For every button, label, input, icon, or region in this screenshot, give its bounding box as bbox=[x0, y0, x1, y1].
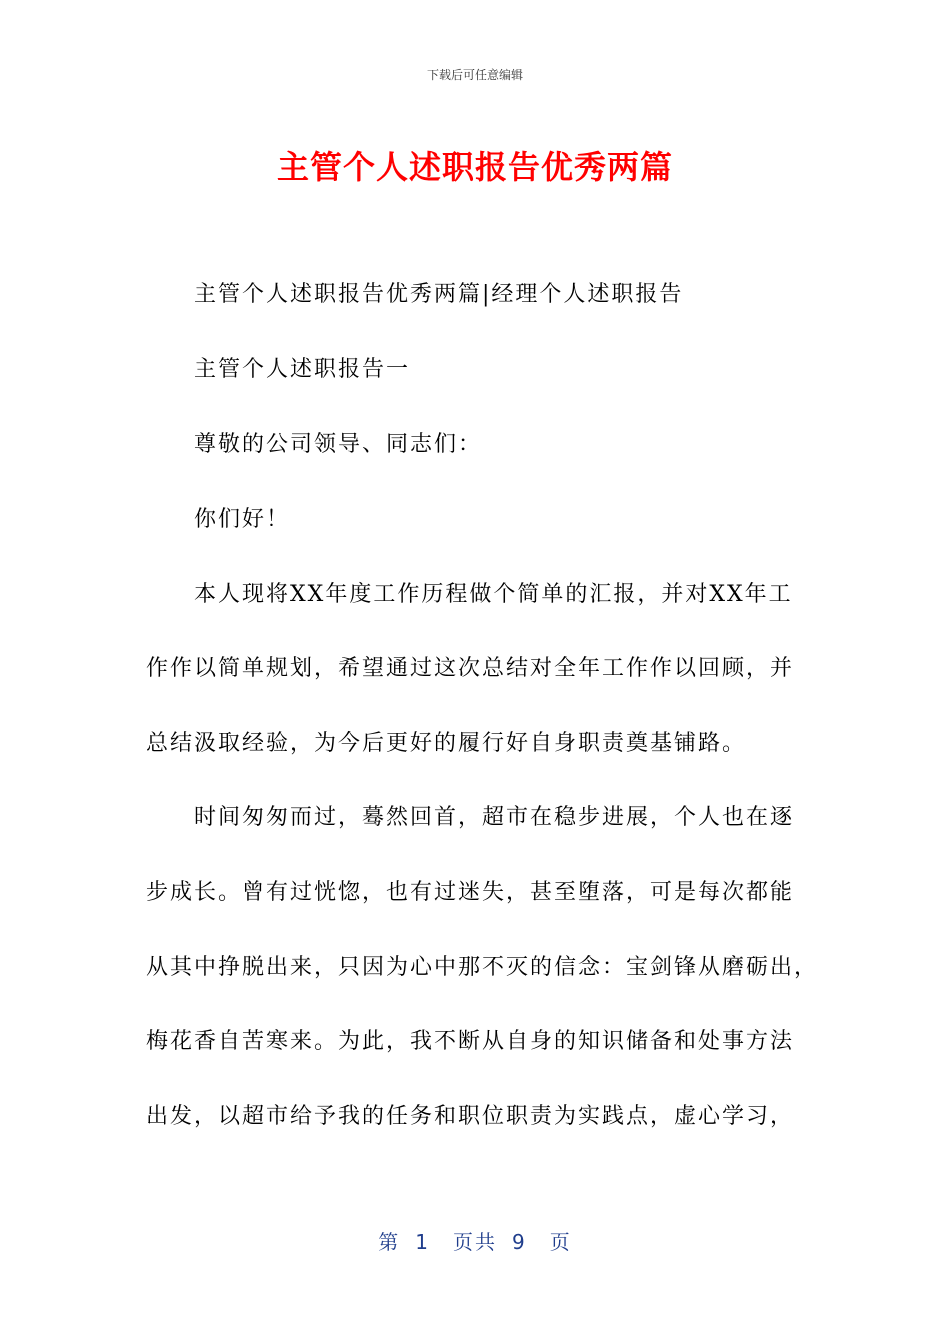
footer-total-pages: 9 bbox=[511, 1230, 527, 1254]
footer-label-page: 第 bbox=[378, 1230, 401, 1254]
paragraph-line: 你们好！ bbox=[194, 507, 291, 532]
page-footer bbox=[0, 1226, 950, 1255]
paragraph-line: 作作以简单规划，希望通过这次总结对全年工作作以回顾，并 bbox=[146, 656, 795, 681]
footer-label-end: 页 bbox=[549, 1230, 572, 1254]
paragraph-line: 总结汲取经验，为今后更好的履行好自身职责奠基铺路。 bbox=[146, 731, 747, 756]
document-title: 主管个人述职报告优秀两篇 bbox=[276, 148, 673, 186]
footer-label-of: 页共 bbox=[453, 1230, 497, 1254]
footer-current-page: 1 bbox=[415, 1230, 430, 1254]
paragraph-line: 梅花香自苦寒来。为此，我不断从自身的知识储备和处事方法 bbox=[146, 1029, 795, 1054]
paragraph-line: 从其中挣脱出来，只因为心中那不灭的信念：宝剑锋从磨砺出， bbox=[146, 955, 819, 980]
paragraph-line: 尊敬的公司领导、同志们： bbox=[194, 432, 483, 457]
header-note: 下载后可任意编辑 bbox=[426, 68, 523, 82]
paragraph-line: 步成长。曾有过恍惚，也有过迷失，甚至堕落，可是每次都能 bbox=[146, 880, 795, 905]
paragraph-line: 主管个人述职报告优秀两篇|经理个人述职报告 bbox=[194, 282, 684, 307]
paragraph-line: 出发，以超市给予我的任务和职位职责为实践点，虚心学习， bbox=[146, 1104, 795, 1129]
paragraph-line: 主管个人述职报告一 bbox=[194, 357, 411, 382]
paragraph-line: 本人现将XX年度工作历程做个简单的汇报，并对XX年工 bbox=[194, 582, 793, 607]
paragraph-line: 时间匆匆而过，蓦然回首，超市在稳步进展，个人也在逐 bbox=[194, 805, 795, 830]
